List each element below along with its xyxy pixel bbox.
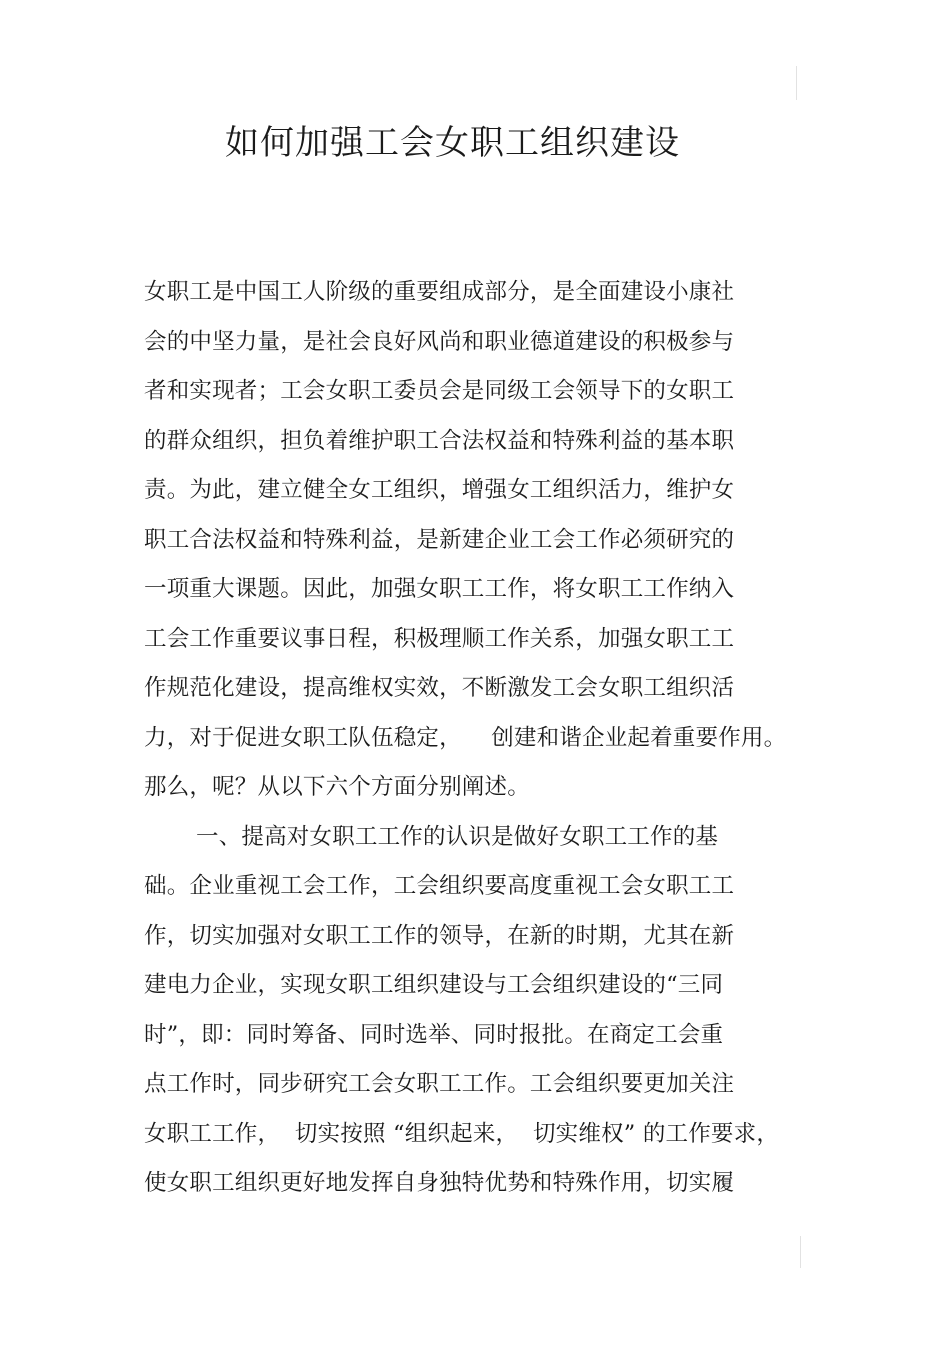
document-title: 如何加强工会女职工组织建设 bbox=[225, 123, 680, 163]
text-line: 女职工工作， 切实按照 “组织起来， 切实维权” 的工作要求， bbox=[144, 1120, 780, 1147]
text-line: 会的中坚力量，是社会良好风尚和职业德道建设的积极参与 bbox=[144, 328, 735, 355]
text-line: 础。企业重视工会工作，工会组织要高度重视工会女职工工 bbox=[144, 873, 735, 899]
text-line: 的群众组织，担负着维护职工合法权益和特殊利益的基本职 bbox=[144, 427, 735, 454]
text-line: 责。为此，建立健全女工组织，增强女工组织活力，维护女 bbox=[144, 477, 735, 503]
text-line: 使女职工组织更好地发挥自身独特优势和特殊作用，切实履 bbox=[144, 1170, 735, 1196]
text-line: 一、提高对女职工工作的认识是做好女职工工作的基 bbox=[196, 823, 719, 850]
text-line: 建电力企业，实现女职工组织建设与工会组织建设的“三同 bbox=[144, 972, 724, 998]
text-line: 那么，呢？从以下六个方面分别阐述。 bbox=[144, 774, 530, 800]
page-edge-mark-top bbox=[796, 66, 797, 100]
document-body bbox=[144, 272, 804, 1213]
page-edge-mark-bottom bbox=[800, 1236, 801, 1268]
text-line: 一项重大课题。因此，加强女职工工作，将女职工工作纳入 bbox=[144, 576, 735, 602]
text-line: 女职工是中国工人阶级的重要组成部分，是全面建设小康社 bbox=[144, 279, 735, 305]
text-line: 点工作时，同步研究工会女职工工作。工会组织要更加关注 bbox=[144, 1071, 735, 1097]
text-line: 时”，即：同时筹备、同时选举、同时报批。在商定工会重 bbox=[144, 1021, 724, 1048]
text-line: 职工合法权益和特殊利益，是新建企业工会工作必须研究的 bbox=[144, 526, 735, 553]
text-line: 力，对于促进女职工队伍稳定， 创建和谐企业起着重要作用。 bbox=[144, 724, 787, 751]
text-line: 者和实现者；工会女职工委员会是同级工会领导下的女职工 bbox=[144, 378, 735, 404]
text-line: 作，切实加强对女职工工作的领导，在新的时期，尤其在新 bbox=[144, 922, 735, 949]
text-line: 作规范化建设，提高维权实效，不断激发工会女职工组织活 bbox=[144, 675, 735, 701]
text-line: 工会工作重要议事日程，积极理顺工作关系，加强女职工工 bbox=[144, 625, 735, 652]
